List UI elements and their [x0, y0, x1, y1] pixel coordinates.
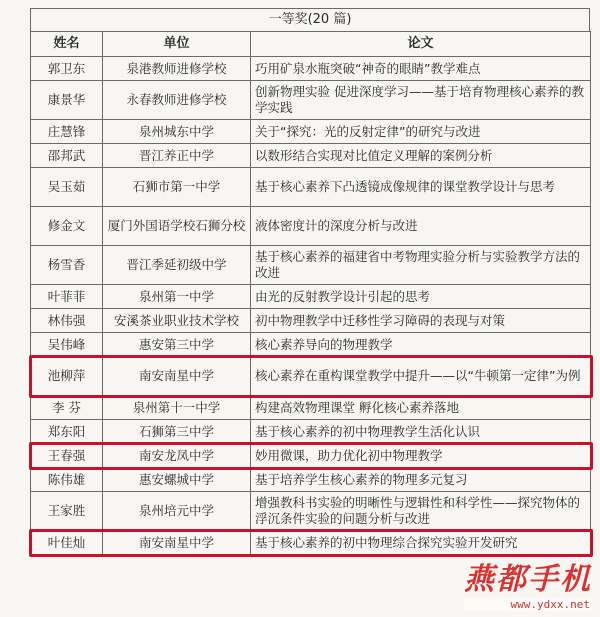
cell-paper: 基于核心素养的福建省中考物理实验分析与实验教学方法的改进: [251, 246, 591, 285]
cell-name: 王春强: [31, 444, 103, 468]
cell-paper: 基于核心素养的初中物理教学生活化认识: [251, 420, 591, 444]
cell-paper: 核心素养导向的物理教学: [251, 333, 591, 357]
cell-paper: 妙用微课，助力优化初中物理教学: [251, 444, 591, 468]
cell-paper: 基于培养学生核心素养的物理多元复习: [251, 468, 591, 492]
table-row: [31, 396, 591, 420]
watermark-url: www.ydxx.net: [464, 598, 592, 611]
cell-paper: 创新物理实验 促进深度学习——基于培育物理核心素养的教学实践: [251, 81, 591, 120]
cell-unit: 泉州城东中学: [103, 120, 251, 144]
cell-name: 王家胜: [31, 492, 103, 531]
award-table: [30, 31, 591, 555]
table-row: [31, 120, 591, 144]
award-caption: 一等奖(20 篇): [30, 8, 590, 31]
cell-paper: 巧用矿泉水瓶突破“神奇的眼睛”教学难点: [251, 57, 591, 81]
cell-unit: 石狮市第一中学: [103, 168, 251, 207]
cell-paper: 以数形结合实现对比值定义理解的案例分析: [251, 144, 591, 168]
cell-name: 郑东阳: [31, 420, 103, 444]
watermark-logo-text: 燕都手机: [464, 562, 592, 597]
cell-paper: 核心素养在重构课堂教学中提升——以“牛顿第一定律”为例: [251, 357, 591, 396]
cell-paper: 构建高效物理课堂 孵化核心素养落地: [251, 396, 591, 420]
cell-name: 杨雪香: [31, 246, 103, 285]
table-row: [31, 57, 591, 81]
cell-paper: 由光的反射教学设计引起的思考: [251, 285, 591, 309]
cell-name: 吴伟峰: [31, 333, 103, 357]
cell-paper: 初中物理教学中迁移性学习障碍的表现与对策: [251, 309, 591, 333]
award-document: [30, 8, 590, 555]
cell-unit: 厦门外国语学校石狮分校: [103, 207, 251, 246]
cell-paper: 增强教科书实验的明晰性与逻辑性和科学性——探究物体的浮沉条件实验的问题分析与改进: [251, 492, 591, 531]
table-row: [31, 420, 591, 444]
cell-name: 修金文: [31, 207, 103, 246]
cell-name: 林伟强: [31, 309, 103, 333]
cell-unit: 安溪茶业职业技术学校: [103, 309, 251, 333]
cell-unit: 晋江养正中学: [103, 144, 251, 168]
cell-unit: 永春教师进修学校: [103, 81, 251, 120]
cell-unit: 南安龙凤中学: [103, 444, 251, 468]
cell-name: 陈伟雄: [31, 468, 103, 492]
table-row: [31, 333, 591, 357]
table-row: [31, 144, 591, 168]
cell-paper: 基于核心素养下凸透镜成像规律的课堂教学设计与思考: [251, 168, 591, 207]
table-row: [31, 246, 591, 285]
cell-unit: 泉港教师进修学校: [103, 57, 251, 81]
table-row: [31, 309, 591, 333]
cell-name: 郭卫东: [31, 57, 103, 81]
table-row: [31, 357, 591, 396]
cell-paper: 关于“探究：光的反射定律”的研究与改进: [251, 120, 591, 144]
cell-unit: 石狮第三中学: [103, 420, 251, 444]
cell-name: 邵邦武: [31, 144, 103, 168]
cell-name: 吴玉茹: [31, 168, 103, 207]
header-row: [31, 32, 591, 57]
table-row: [31, 468, 591, 492]
cell-unit: 泉州第十一中学: [103, 396, 251, 420]
cell-name: 康景华: [31, 81, 103, 120]
cell-name: 庄慧锋: [31, 120, 103, 144]
table-row: [31, 81, 591, 120]
table-row: [31, 285, 591, 309]
cell-unit: 惠安螺城中学: [103, 468, 251, 492]
cell-paper: 液体密度计的深度分析与改进: [251, 207, 591, 246]
cell-unit: 泉州第一中学: [103, 285, 251, 309]
table-row: [31, 444, 591, 468]
cell-unit: 泉州培元中学: [103, 492, 251, 531]
cell-unit: 晋江季延初级中学: [103, 246, 251, 285]
cell-name: 池柳萍: [31, 357, 103, 396]
header-name: 姓名: [31, 32, 103, 57]
header-paper: 论文: [251, 32, 591, 57]
table-row: [31, 492, 591, 531]
table-row: [31, 207, 591, 246]
cell-paper: 基于核心素养的初中物理综合探究实验开发研究: [251, 531, 591, 555]
header-unit: 单位: [103, 32, 251, 57]
cell-name: 李 芬: [31, 396, 103, 420]
table-row: [31, 531, 591, 555]
cell-unit: 惠安第三中学: [103, 333, 251, 357]
cell-unit: 南安南星中学: [103, 531, 251, 555]
table-row: [31, 168, 591, 207]
cell-unit: 南安南星中学: [103, 357, 251, 396]
cell-name: 叶菲菲: [31, 285, 103, 309]
watermark: [464, 554, 592, 611]
cell-name: 叶佳灿: [31, 531, 103, 555]
